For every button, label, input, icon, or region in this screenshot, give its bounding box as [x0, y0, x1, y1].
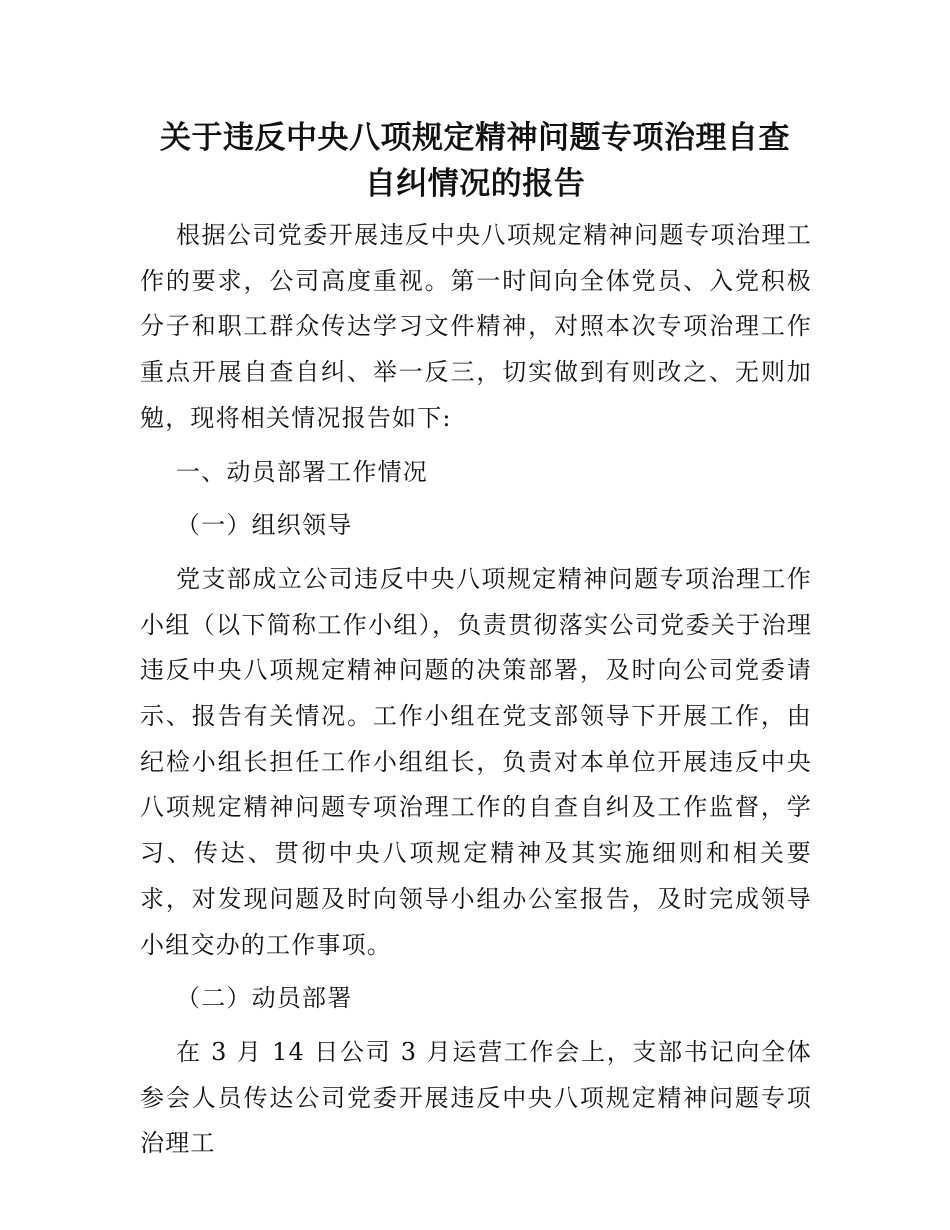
subsection-heading-mobilization: （二）动员部署 — [176, 984, 353, 1013]
organization-paragraph: 党支部成立公司违反中央八项规定精神问题专项治理工作小组（以下简称工作小组），负责贯彻落实公司党委关于治理违反中央八项规定精神问题的决策部署，及时向公司党委请示、报告有关情况。工作小组在党支部领导下开展工作，由纪检小组长担任工作小组组长，负责对本单位开展违反中央八项规定精神问题专项治理工作的自查自纠及工作监督，学习、传达、贯彻中央八项规定精神及其实施细则和相关要求，对发现问题及时向领导小组办公室报告，及时完成领导小组交办的工作事项。 — [140, 564, 812, 959]
document-title-line-1: 关于违反中央八项规定精神问题专项治理自查 — [160, 120, 790, 156]
subsection-heading-organization: （一）组织领导 — [176, 511, 353, 540]
intro-paragraph: 根据公司党委开展违反中央八项规定精神问题专项治理工作的要求，公司高度重视。第一时间向全体党员、入党积极分子和职工群众传达学习文件精神，对照本次专项治理工作重点开展自查自纠、举一反三，切实做到有则改之、无则加勉，现将相关情况报告如下: — [140, 221, 812, 432]
document-title-line-2: 自纠情况的报告 — [364, 166, 586, 202]
section-heading-1: 一、动员部署工作情况 — [176, 457, 428, 486]
document-title — [120, 115, 830, 207]
mobilization-paragraph: 在 3 月 14 日公司 3 月运营工作会上，支部书记向全体参会人员传达公司党委开展违反中央八项规定精神问题专项治理工 — [140, 1037, 812, 1158]
document-body — [140, 213, 812, 1167]
